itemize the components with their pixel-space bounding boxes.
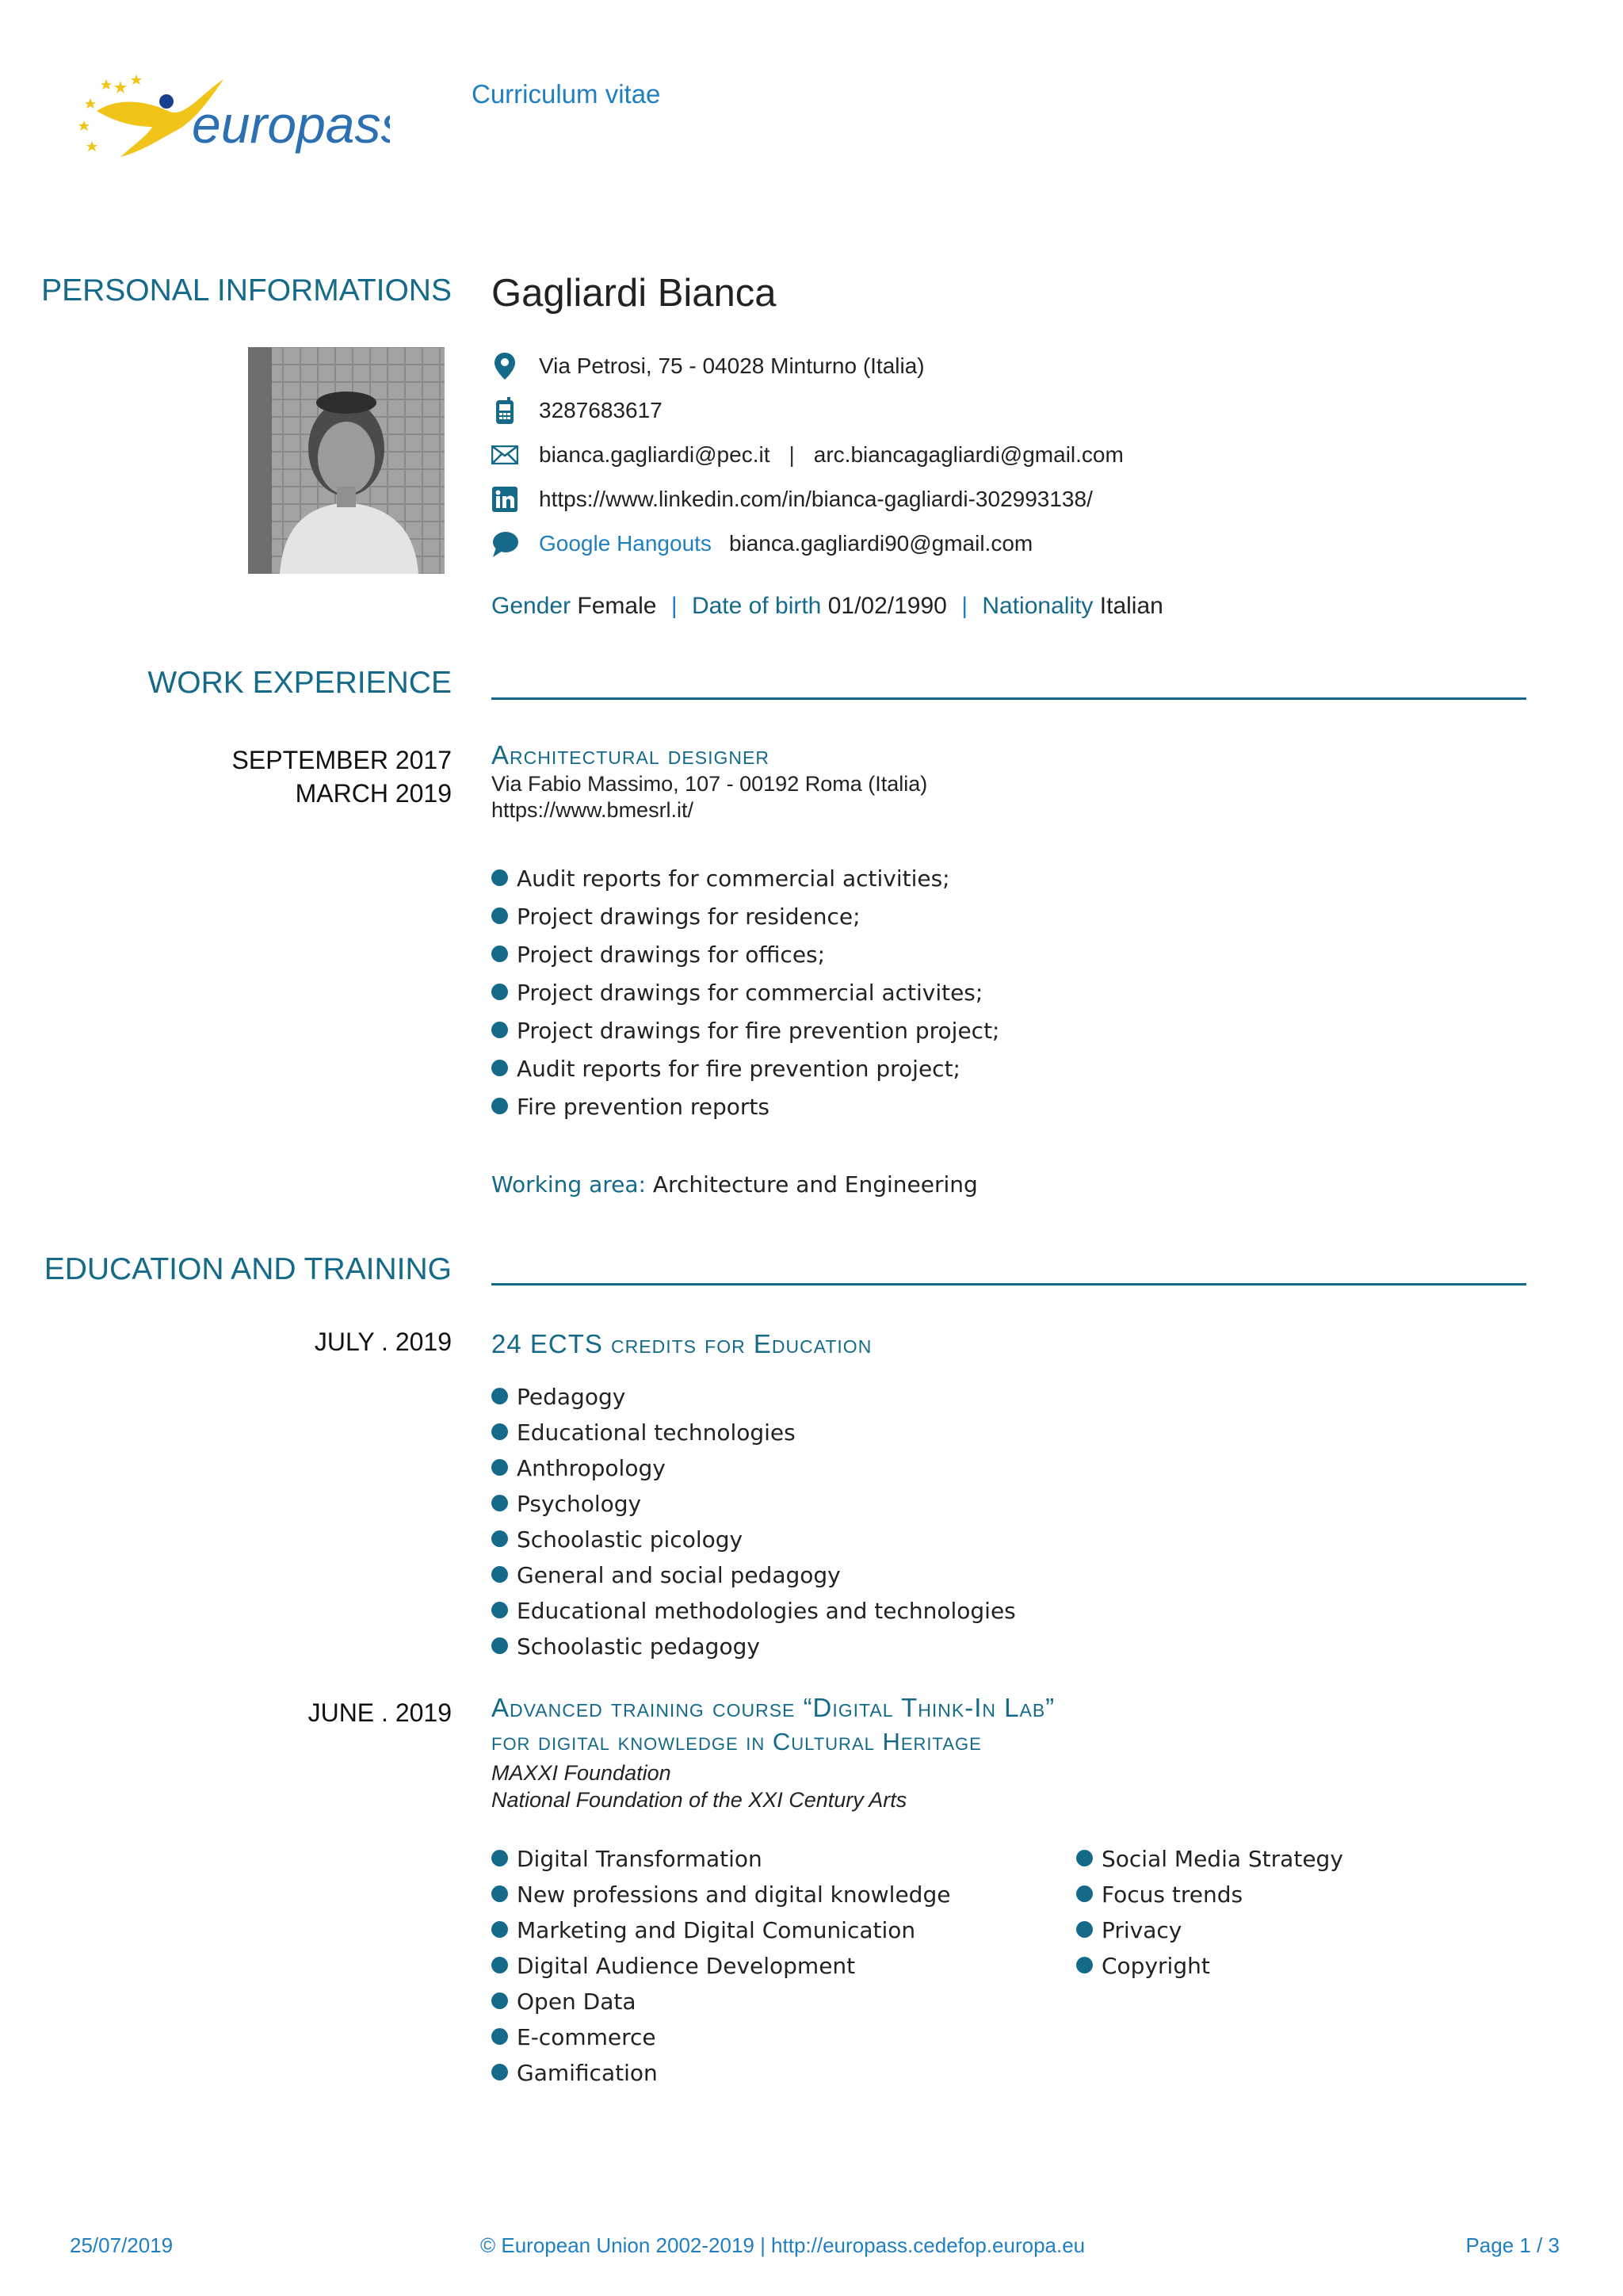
education-1-list — [491, 1379, 1016, 1664]
gender-label: Gender — [491, 593, 571, 619]
education-1-date: JULY . 2019 — [314, 1328, 452, 1356]
list-item: Anthropology — [491, 1450, 1016, 1486]
gender-value: Female — [577, 593, 657, 619]
personal-facts — [491, 593, 1163, 620]
address-row — [491, 350, 925, 383]
facts-separator: | — [670, 593, 678, 619]
list-item: General and social pedagogy — [491, 1557, 1016, 1593]
list-item: Educational methodologies and technologies — [491, 1593, 1016, 1629]
europass-logo — [73, 63, 390, 166]
working-area-value: Architecture and Engineering — [652, 1171, 978, 1198]
education-2-subtitle: for digital knowledge in Cultural Heritage — [491, 1728, 982, 1755]
address-text: Via Petrosi, 75 - 04028 Minturno (Italia) — [539, 353, 925, 378]
logo-text: europass — [192, 95, 390, 154]
dob-label: Date of birth — [691, 593, 822, 619]
work-date-end: MARCH 2019 — [295, 779, 452, 808]
education-2-organisation: MAXXI Foundation — [491, 1761, 671, 1785]
list-item: Gamification — [491, 2055, 950, 2091]
phone-text[interactable]: 3287683617 — [539, 398, 663, 422]
education-2-date: JUNE . 2019 — [307, 1698, 452, 1727]
section-title-personal: PERSONAL INFORMATIONS — [41, 273, 452, 308]
work-date-start: SEPTEMBER 2017 — [231, 746, 452, 774]
email-separator: | — [789, 442, 795, 467]
list-item: Audit reports for fire prevention project; — [491, 1050, 999, 1088]
work-employer-website[interactable]: https://www.bmesrl.it/ — [491, 798, 694, 822]
education-2-list-right — [1076, 1841, 1343, 1984]
dob-value: 01/02/1990 — [827, 593, 947, 619]
linkedin-row — [491, 483, 1093, 516]
location-pin-icon — [491, 353, 518, 380]
linkedin-url[interactable]: https://www.linkedin.com/in/bianca-gagliardi-302993138/ — [539, 487, 1093, 511]
list-item: Pedagogy — [491, 1379, 1016, 1415]
working-area-label: Working area: — [491, 1171, 646, 1198]
list-item: E-commerce — [491, 2019, 950, 2055]
list-item: Project drawings for residence; — [491, 898, 999, 936]
list-item: Social Media Strategy — [1076, 1841, 1343, 1877]
footer-page-number: Page 1 / 3 — [1465, 2233, 1560, 2257]
list-item: Audit reports for commercial activities; — [491, 860, 999, 898]
email-row — [491, 438, 1124, 472]
education-2-organisation-full: National Foundation of the XXI Century Arts — [491, 1788, 907, 1812]
list-item: Schoolastic pedagogy — [491, 1629, 1016, 1664]
nationality-value: Italian — [1099, 593, 1163, 619]
email-secondary[interactable]: arc.biancagagliardi@gmail.com — [813, 442, 1124, 467]
list-item: Open Data — [491, 1984, 950, 2019]
section-title-work: WORK EXPERIENCE — [147, 666, 452, 700]
mobile-phone-icon — [491, 397, 518, 424]
phone-row — [491, 394, 663, 427]
list-item: Marketing and Digital Comunication — [491, 1912, 950, 1948]
list-item: Digital Audience Development — [491, 1948, 950, 1984]
list-item: Focus trends — [1076, 1877, 1343, 1912]
list-item: Copyright — [1076, 1948, 1343, 1984]
list-item: Project drawings for offices; — [491, 936, 999, 974]
list-item: Privacy — [1076, 1912, 1343, 1948]
education-2-title: Advanced training course “Digital Think-In Lab” — [491, 1693, 1056, 1722]
list-item: Fire prevention reports — [491, 1088, 999, 1126]
email-envelope-icon — [491, 441, 518, 468]
education-2-list-left — [491, 1841, 950, 2091]
work-activities-list — [491, 860, 999, 1126]
nationality-label: Nationality — [982, 593, 1094, 619]
instant-messaging-row — [491, 527, 1033, 560]
section-divider — [491, 697, 1526, 700]
list-item: Schoolastic picology — [491, 1522, 1016, 1557]
footer-copyright[interactable]: © European Union 2002-2019 | http://europass.cedefop.europa.eu — [480, 2233, 1086, 2257]
email-primary[interactable]: bianca.gagliardi@pec.it — [539, 442, 770, 467]
facts-separator: | — [961, 593, 968, 619]
list-item: Educational technologies — [491, 1415, 1016, 1450]
list-item: Digital Transformation — [491, 1841, 950, 1877]
section-title-education: EDUCATION AND TRAINING — [44, 1252, 452, 1286]
working-area — [491, 1171, 978, 1198]
list-item: Project drawings for commercial activites; — [491, 974, 999, 1012]
education-1-title: 24 ECTS credits for Education — [491, 1329, 873, 1358]
list-item: Project drawings for fire prevention project; — [491, 1012, 999, 1050]
section-divider — [491, 1283, 1526, 1286]
chat-bubble-icon — [491, 530, 518, 557]
list-item: New professions and digital knowledge — [491, 1877, 950, 1912]
work-employer-address: Via Fabio Massimo, 107 - 00192 Roma (Italia) — [491, 772, 928, 796]
work-job-title: Architectural designer — [491, 740, 769, 770]
footer-date: 25/07/2019 — [70, 2233, 174, 2257]
document-title: Curriculum vitae — [472, 79, 661, 109]
linkedin-icon — [491, 486, 518, 513]
profile-photo — [248, 347, 445, 574]
list-item: Psychology — [491, 1486, 1016, 1522]
work-date — [232, 743, 452, 810]
person-name: Gagliardi Bianca — [491, 272, 777, 315]
im-value[interactable]: bianca.gagliardi90@gmail.com — [728, 531, 1033, 556]
im-label: Google Hangouts — [539, 531, 712, 556]
